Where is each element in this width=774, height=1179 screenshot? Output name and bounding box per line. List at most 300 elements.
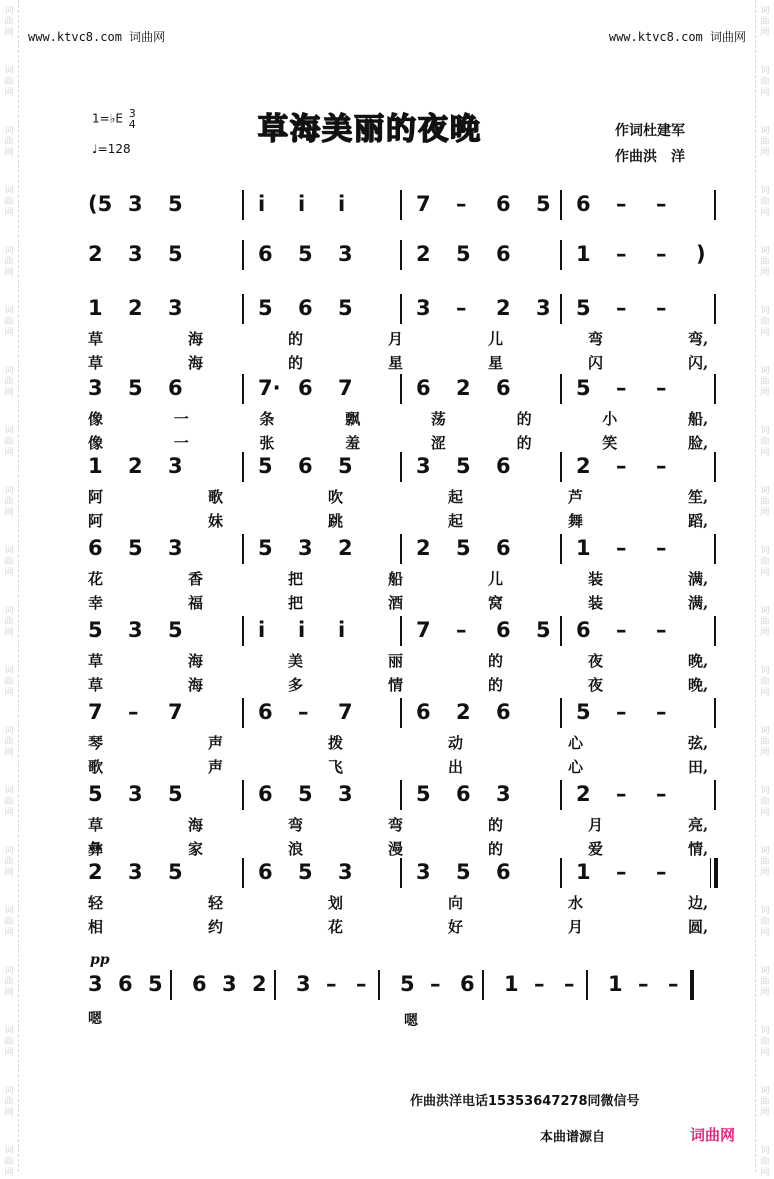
lyric-char: 家 bbox=[188, 840, 204, 858]
note-token: 2 bbox=[576, 454, 591, 478]
lyric-line bbox=[88, 592, 728, 616]
lyric-char: 漫 bbox=[388, 840, 404, 858]
lyric-char: 歌 bbox=[208, 488, 224, 506]
bar-line bbox=[378, 970, 380, 1000]
edge-watermark: 词曲网 bbox=[4, 426, 14, 458]
lyric-char: 起 bbox=[448, 512, 464, 530]
lyric-char: 的 bbox=[516, 434, 532, 452]
note-token: i bbox=[298, 192, 306, 216]
lyric-char: 琴 bbox=[88, 734, 104, 752]
lyric-char: 草 bbox=[88, 816, 104, 834]
note-token: 3 bbox=[168, 536, 183, 560]
lyricist-credit: 作词杜建军 bbox=[615, 123, 685, 139]
right-margin-strip bbox=[755, 0, 774, 1178]
note-token: 3 bbox=[416, 860, 431, 884]
edge-watermark: 词曲网 bbox=[4, 246, 14, 278]
lyric-char: 像 bbox=[88, 410, 104, 428]
lyric-char: 动 bbox=[448, 734, 464, 752]
note-token: 1 bbox=[576, 536, 591, 560]
note-token: 3 bbox=[296, 972, 311, 996]
note-token: 7 bbox=[416, 192, 431, 216]
lyric-char: 条 bbox=[259, 410, 275, 428]
lyric-line bbox=[88, 328, 728, 352]
lyric-char: 草 bbox=[88, 676, 104, 694]
bar-line bbox=[560, 190, 562, 220]
note-token: – bbox=[456, 192, 467, 216]
note-token: 3 bbox=[168, 296, 183, 320]
note-token: 6 bbox=[416, 700, 431, 724]
lyric-char: 装 bbox=[588, 570, 604, 588]
edge-watermark: 词曲网 bbox=[4, 906, 14, 938]
note-token: 6 bbox=[416, 376, 431, 400]
lyric-char: 月 bbox=[388, 330, 404, 348]
bar-line bbox=[400, 452, 402, 482]
note-token: – bbox=[616, 376, 627, 400]
note-token: 6 bbox=[88, 536, 103, 560]
note-token: 5 bbox=[338, 296, 353, 320]
note-token: – bbox=[456, 618, 467, 642]
lyric-char: 满, bbox=[688, 594, 709, 612]
lyric-char: 弯 bbox=[288, 816, 304, 834]
note-token: 3 bbox=[416, 454, 431, 478]
lyric-char: 的 bbox=[488, 652, 504, 670]
lyric-char: 跳 bbox=[328, 512, 344, 530]
note-token: 7 bbox=[338, 700, 353, 724]
note-token: – bbox=[616, 860, 627, 884]
note-token: 6 bbox=[496, 618, 511, 642]
edge-watermark: 词曲网 bbox=[760, 546, 770, 578]
lyric-line bbox=[88, 916, 728, 940]
site-header-right[interactable]: www.ktvc8.com 词曲网 bbox=[608, 30, 746, 44]
bar-line bbox=[242, 698, 244, 728]
lyric-char: 相 bbox=[88, 918, 104, 936]
lyric-char: 海 bbox=[188, 652, 204, 670]
note-token: 2 bbox=[128, 296, 143, 320]
note-token: – bbox=[616, 454, 627, 478]
lyric-char: 飘 bbox=[345, 410, 361, 428]
brand-link[interactable]: 词曲网 bbox=[690, 1126, 736, 1144]
note-token: 5 bbox=[168, 242, 183, 266]
lyric-char: 浪 bbox=[288, 840, 304, 858]
edge-watermark: 词曲网 bbox=[4, 786, 14, 818]
bar-line bbox=[242, 294, 244, 324]
lyric-line bbox=[88, 408, 728, 432]
bar-line bbox=[242, 780, 244, 810]
bar-line bbox=[586, 970, 588, 1000]
note-token: 2 bbox=[338, 536, 353, 560]
note-token: 5 bbox=[88, 782, 103, 806]
edge-watermark: 词曲网 bbox=[760, 726, 770, 758]
note-token: 3 bbox=[536, 296, 551, 320]
lyric-char: 的 bbox=[288, 354, 304, 372]
note-token: 6 bbox=[496, 192, 511, 216]
lyric-char: 划 bbox=[328, 894, 344, 912]
bar-line bbox=[400, 616, 402, 646]
lyric-char: 情 bbox=[388, 676, 404, 694]
lyric-char: 笑 bbox=[602, 434, 618, 452]
edge-watermark: 词曲网 bbox=[4, 6, 14, 38]
edge-watermark: 词曲网 bbox=[760, 126, 770, 158]
lyric-char: 把 bbox=[288, 570, 304, 588]
bar-line bbox=[242, 534, 244, 564]
note-token: 6 bbox=[576, 192, 591, 216]
lyric-char: 涩 bbox=[430, 434, 446, 452]
note-token: – bbox=[616, 536, 627, 560]
edge-watermark: 词曲网 bbox=[760, 786, 770, 818]
lyric-char: 晚, bbox=[688, 652, 709, 670]
lyric-char: 轻 bbox=[88, 894, 104, 912]
note-token: 5 bbox=[258, 536, 273, 560]
lyric-char: 福 bbox=[188, 594, 204, 612]
note-token: 5 bbox=[128, 376, 143, 400]
edge-watermark: 词曲网 bbox=[760, 666, 770, 698]
note-token: 6 bbox=[460, 972, 475, 996]
note-token: 3 bbox=[416, 296, 431, 320]
note-token: 2 bbox=[416, 242, 431, 266]
note-token: 3 bbox=[128, 618, 143, 642]
bar-line bbox=[242, 190, 244, 220]
note-token: 1 bbox=[504, 972, 519, 996]
note-token: 1 bbox=[88, 296, 103, 320]
note-token: 2 bbox=[252, 972, 267, 996]
note-token: 6 bbox=[298, 454, 313, 478]
lyric-char: 丽 bbox=[388, 652, 404, 670]
bar-line bbox=[560, 698, 562, 728]
note-token: 3 bbox=[128, 782, 143, 806]
note-token: 5 bbox=[576, 700, 591, 724]
lyric-char: 羞 bbox=[345, 434, 361, 452]
lyric-char: 海 bbox=[188, 816, 204, 834]
note-token: 5 bbox=[258, 296, 273, 320]
note-token: 6 bbox=[576, 618, 591, 642]
bar-line bbox=[714, 616, 716, 646]
note-token: – bbox=[430, 972, 441, 996]
notation-row bbox=[88, 614, 728, 654]
note-token: 6 bbox=[496, 454, 511, 478]
note-token: 2 bbox=[456, 376, 471, 400]
lyric-char: 船, bbox=[688, 410, 709, 428]
note-token: 5 bbox=[456, 242, 471, 266]
lyric-char: 阿 bbox=[88, 488, 104, 506]
note-token: 2 bbox=[456, 700, 471, 724]
edge-watermark: 词曲网 bbox=[4, 966, 14, 998]
lyric-line bbox=[88, 650, 728, 674]
edge-watermark: 词曲网 bbox=[4, 1086, 14, 1118]
lyric-line bbox=[88, 674, 728, 698]
lyric-line bbox=[88, 756, 728, 780]
bar-line bbox=[714, 374, 716, 404]
bar-line bbox=[482, 970, 484, 1000]
notation-row bbox=[88, 372, 728, 412]
note-token: – bbox=[356, 972, 367, 996]
left-margin-strip bbox=[0, 0, 19, 1178]
edge-watermark: 词曲网 bbox=[4, 486, 14, 518]
note-token: 5 bbox=[576, 376, 591, 400]
bar-line bbox=[714, 780, 716, 810]
song-title: 草海美丽的夜晚 bbox=[258, 112, 482, 147]
final-bar-line bbox=[690, 970, 694, 1000]
note-token: – bbox=[616, 242, 627, 266]
edge-watermark: 词曲网 bbox=[760, 906, 770, 938]
lyric-char: 弦, bbox=[688, 734, 709, 752]
note-token: – bbox=[656, 376, 667, 400]
bar-line bbox=[400, 534, 402, 564]
note-token: 5 bbox=[148, 972, 163, 996]
lyric-char: 香 bbox=[188, 570, 204, 588]
lyric-char: 舞 bbox=[568, 512, 584, 530]
lyric-char: 好 bbox=[448, 918, 464, 936]
note-token: – bbox=[656, 192, 667, 216]
bar-line bbox=[242, 240, 244, 270]
note-token: 2 bbox=[88, 242, 103, 266]
lyric-char: 一 bbox=[173, 410, 189, 428]
note-token: 3 bbox=[128, 192, 143, 216]
edge-watermark: 词曲网 bbox=[760, 1086, 770, 1118]
lyric-char: 的 bbox=[488, 816, 504, 834]
edge-watermark: 词曲网 bbox=[760, 6, 770, 38]
note-token: 5 bbox=[576, 296, 591, 320]
lyric-char: 蹈, bbox=[688, 512, 709, 530]
bar-line bbox=[400, 374, 402, 404]
tempo-mark: ♩=128 bbox=[92, 142, 131, 156]
lyric-char: 脸, bbox=[688, 434, 709, 452]
edge-watermark: 词曲网 bbox=[4, 306, 14, 338]
edge-watermark: 词曲网 bbox=[760, 1146, 770, 1178]
key-label: 1=♭E bbox=[92, 111, 123, 126]
lyric-char: 声 bbox=[208, 758, 224, 776]
composer-contact: 作曲洪洋电话15353647278同微信号 bbox=[410, 1094, 640, 1109]
coda-lyric-a: 嗯 bbox=[88, 1011, 102, 1027]
note-token: 5 bbox=[168, 860, 183, 884]
note-token: i bbox=[338, 618, 346, 642]
lyric-line bbox=[88, 510, 728, 534]
note-token: 5 bbox=[168, 192, 183, 216]
note-token: – bbox=[616, 782, 627, 806]
lyric-char: 装 bbox=[588, 594, 604, 612]
note-token: – bbox=[656, 454, 667, 478]
coda-row bbox=[88, 968, 728, 1008]
note-token: – bbox=[656, 782, 667, 806]
lyric-char: 草 bbox=[88, 652, 104, 670]
notation-row bbox=[88, 532, 728, 572]
edge-watermark: 词曲网 bbox=[4, 126, 14, 158]
lyric-char: 向 bbox=[448, 894, 464, 912]
note-token: 1 bbox=[576, 860, 591, 884]
note-token: 5 bbox=[536, 192, 551, 216]
note-token: 6 bbox=[496, 376, 511, 400]
lyric-char: 田, bbox=[688, 758, 709, 776]
bar-line bbox=[400, 240, 402, 270]
lyric-char: 花 bbox=[88, 570, 104, 588]
note-token: 3 bbox=[338, 860, 353, 884]
lyric-char: 约 bbox=[208, 918, 224, 936]
lyric-char: 海 bbox=[188, 330, 204, 348]
note-token: 3 bbox=[88, 972, 103, 996]
note-token: – bbox=[656, 860, 667, 884]
site-header-left[interactable]: www.ktvc8.com 词曲网 bbox=[28, 30, 166, 44]
lyric-char: 像 bbox=[88, 434, 104, 452]
bar-line bbox=[170, 970, 172, 1000]
lyric-char: 花 bbox=[328, 918, 344, 936]
lyric-line bbox=[88, 892, 728, 916]
lyric-char: 海 bbox=[188, 676, 204, 694]
repeat-bar-line bbox=[710, 858, 711, 888]
lyric-char: 晚, bbox=[688, 676, 709, 694]
edge-watermark: 词曲网 bbox=[760, 366, 770, 398]
note-token: 1 bbox=[88, 454, 103, 478]
lyric-char: 美 bbox=[288, 652, 304, 670]
note-token: 5 bbox=[168, 618, 183, 642]
bar-line bbox=[242, 452, 244, 482]
lyric-char: 心 bbox=[568, 734, 584, 752]
lyric-char: 小 bbox=[602, 410, 618, 428]
bar-line bbox=[560, 616, 562, 646]
bar-line bbox=[400, 698, 402, 728]
edge-watermark: 词曲网 bbox=[760, 846, 770, 878]
coda-lyric-b: 嗯 bbox=[404, 1013, 418, 1029]
note-token: 6 bbox=[496, 242, 511, 266]
lyric-char: 月 bbox=[588, 816, 604, 834]
note-token: – bbox=[656, 242, 667, 266]
note-token: – bbox=[128, 700, 139, 724]
edge-watermark: 词曲网 bbox=[760, 66, 770, 98]
note-token: 7· bbox=[258, 376, 281, 400]
note-token: – bbox=[298, 700, 309, 724]
note-token: 3 bbox=[222, 972, 237, 996]
note-token: i bbox=[258, 192, 266, 216]
note-token: – bbox=[616, 618, 627, 642]
note-token: 3 bbox=[496, 782, 511, 806]
lyric-char: 飞 bbox=[328, 758, 344, 776]
bar-line bbox=[714, 190, 716, 220]
lyric-char: 芦 bbox=[568, 488, 584, 506]
lyric-char: 闪, bbox=[688, 354, 709, 372]
note-token: 6 bbox=[192, 972, 207, 996]
edge-watermark: 词曲网 bbox=[4, 186, 14, 218]
bar-line bbox=[560, 452, 562, 482]
edge-watermark: 词曲网 bbox=[4, 666, 14, 698]
note-token: 5 bbox=[456, 454, 471, 478]
note-token: – bbox=[656, 700, 667, 724]
note-token: 3 bbox=[298, 536, 313, 560]
lyric-char: 笙, bbox=[688, 488, 709, 506]
note-token: 6 bbox=[298, 376, 313, 400]
note-token: 6 bbox=[496, 860, 511, 884]
edge-watermark: 词曲网 bbox=[760, 426, 770, 458]
bar-line bbox=[242, 374, 244, 404]
note-token: 5 bbox=[338, 454, 353, 478]
lyric-char: 满, bbox=[688, 570, 709, 588]
note-token: 5 bbox=[416, 782, 431, 806]
note-token: – bbox=[616, 192, 627, 216]
note-token: 6 bbox=[258, 782, 273, 806]
note-token: 6 bbox=[258, 242, 273, 266]
note-token: i bbox=[338, 192, 346, 216]
note-token: 6 bbox=[168, 376, 183, 400]
lyric-char: 水 bbox=[568, 894, 584, 912]
lyric-char: 亮, bbox=[688, 816, 709, 834]
note-token: 3 bbox=[168, 454, 183, 478]
notation-row bbox=[88, 238, 728, 278]
notation-row bbox=[88, 292, 728, 332]
bar-line bbox=[714, 698, 716, 728]
bar-line bbox=[560, 534, 562, 564]
lyric-char: 彝 bbox=[88, 840, 104, 858]
lyric-char: 多 bbox=[288, 676, 304, 694]
note-token: 5 bbox=[258, 454, 273, 478]
lyric-char: 的 bbox=[288, 330, 304, 348]
note-token: 1 bbox=[608, 972, 623, 996]
lyric-char: 声 bbox=[208, 734, 224, 752]
bar-line bbox=[242, 616, 244, 646]
dynamic-mark: pp bbox=[90, 952, 110, 968]
lyric-char: 弯 bbox=[388, 816, 404, 834]
note-token: 5 bbox=[298, 782, 313, 806]
note-token: 5 bbox=[456, 536, 471, 560]
note-token: 3 bbox=[338, 782, 353, 806]
note-token: 5 bbox=[168, 782, 183, 806]
notation-row bbox=[88, 856, 728, 896]
lyric-char: 幸 bbox=[88, 594, 104, 612]
lyric-char: 草 bbox=[88, 330, 104, 348]
note-token: – bbox=[656, 536, 667, 560]
note-token: – bbox=[656, 296, 667, 320]
lyric-line bbox=[88, 814, 728, 838]
bar-line bbox=[400, 294, 402, 324]
lyric-line bbox=[88, 486, 728, 510]
bar-line bbox=[400, 858, 402, 888]
note-token: 6 bbox=[298, 296, 313, 320]
edge-watermark: 词曲网 bbox=[4, 66, 14, 98]
note-token: 3 bbox=[128, 242, 143, 266]
lyric-char: 闪 bbox=[588, 354, 604, 372]
lyric-line bbox=[88, 568, 728, 592]
lyric-char: 的 bbox=[488, 840, 504, 858]
note-token: 7 bbox=[416, 618, 431, 642]
note-token: – bbox=[616, 700, 627, 724]
lyric-char: 星 bbox=[388, 354, 404, 372]
lyric-char: 情, bbox=[688, 840, 709, 858]
lyric-char: 夜 bbox=[588, 652, 604, 670]
lyric-char: 轻 bbox=[208, 894, 224, 912]
note-token: 5 bbox=[298, 860, 313, 884]
lyric-char: 圆, bbox=[688, 918, 709, 936]
bar-line bbox=[560, 240, 562, 270]
note-token: – bbox=[668, 972, 679, 996]
lyric-char: 儿 bbox=[488, 570, 504, 588]
note-token: – bbox=[616, 296, 627, 320]
note-token: 3 bbox=[128, 860, 143, 884]
bar-line bbox=[714, 452, 716, 482]
composer-credit: 作曲洪 洋 bbox=[615, 149, 685, 165]
note-token: 2 bbox=[576, 782, 591, 806]
lyric-char: 妹 bbox=[208, 512, 224, 530]
bar-line bbox=[274, 970, 276, 1000]
note-token: 5 bbox=[400, 972, 415, 996]
lyric-char: 阿 bbox=[88, 512, 104, 530]
lyric-char: 的 bbox=[488, 676, 504, 694]
time-signature bbox=[129, 108, 136, 130]
note-token: 6 bbox=[496, 536, 511, 560]
edge-watermark: 词曲网 bbox=[4, 846, 14, 878]
lyric-char: 酒 bbox=[388, 594, 404, 612]
lyric-char: 张 bbox=[259, 434, 275, 452]
note-token: – bbox=[534, 972, 545, 996]
bar-line bbox=[560, 780, 562, 810]
lyric-char: 弯, bbox=[688, 330, 709, 348]
bar-line bbox=[400, 190, 402, 220]
note-token: (5 bbox=[88, 192, 113, 216]
